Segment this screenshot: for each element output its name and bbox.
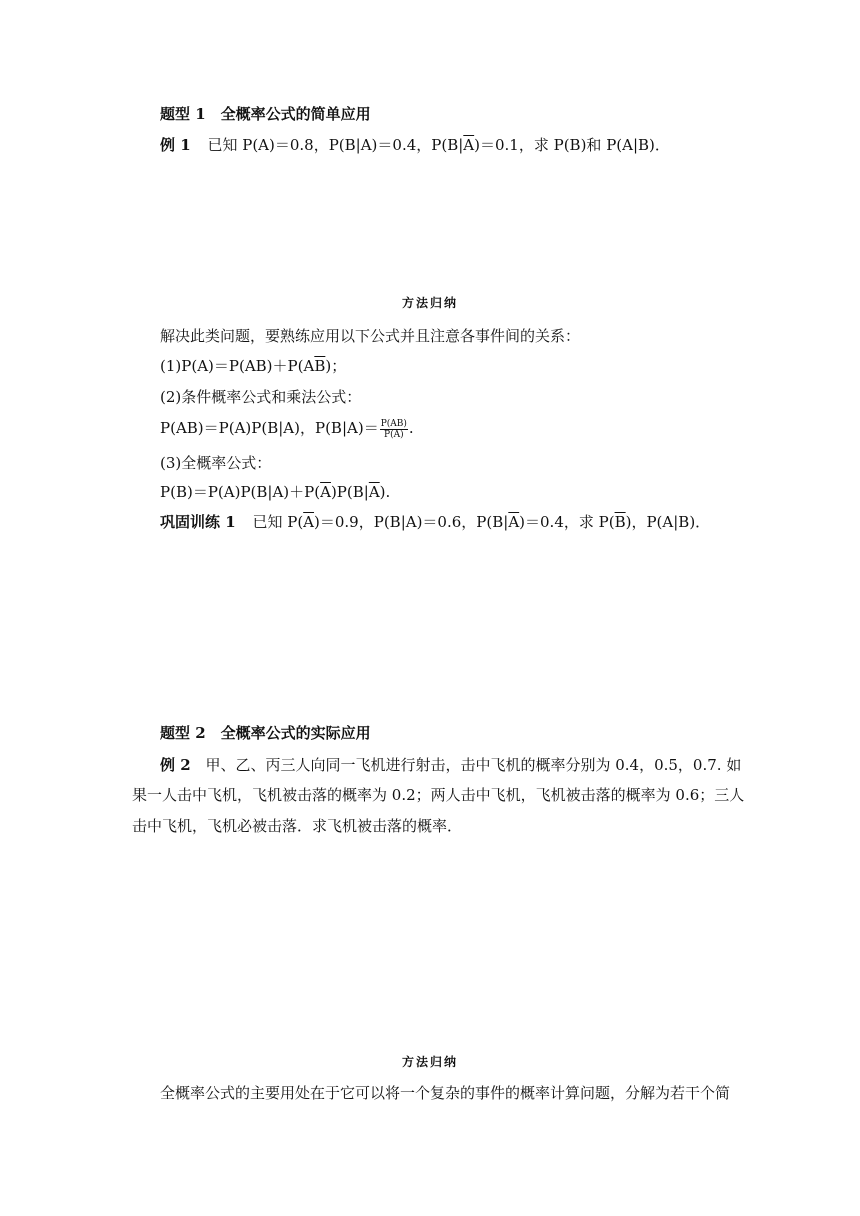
formula-3-mid: )P(B| — [330, 483, 369, 501]
method-2-text: 全概率公式的主要用处在于它可以将一个复杂的事件的概率计算问题，分解为若干个简 — [160, 1084, 731, 1102]
example-2-line-2: 果一人击中飞机，飞机被击落的概率为 0.2；两人击中飞机，飞机被击落的概率为 0.6；三人 — [132, 786, 745, 804]
practice-1-bar-2: $\overline{A}$ — [508, 513, 520, 531]
practice-1-part-3: )＝0.4，求 P( — [519, 513, 615, 531]
fraction — [380, 419, 408, 440]
practice-1-bar-1: $\overline{A}$ — [303, 513, 315, 531]
formula-3-bar-1: $\overline{A}$ — [320, 483, 331, 501]
example-1-label: 例 1 — [160, 136, 191, 154]
example-2-label: 例 2 — [160, 756, 191, 774]
formula-3-title: (3)全概率公式： — [160, 454, 272, 472]
practice-1-label: 巩固训练 1 — [160, 513, 236, 531]
formula-1-bar: $\overline{B}$ — [314, 357, 326, 375]
section-1-title: 题型 1 全概率公式的简单应用 — [160, 105, 371, 123]
formula-2-pre: P(AB)＝P(A)P(B|A)，P(B|A)＝ — [160, 419, 379, 437]
example-1-text-post: )＝0.1，求 P(B)和 P(A|B)． — [474, 136, 670, 154]
method-1-intro: 解决此类问题，要熟练应用以下公式并且注意各事件间的关系： — [160, 327, 581, 345]
formula-1-post: )； — [325, 357, 347, 375]
formula-3 — [160, 482, 390, 502]
practice-1 — [160, 512, 710, 532]
example-2-line-3: 击中飞机，飞机必被击落．求飞机被击落的概率． — [132, 817, 463, 835]
method-1-heading: 方法归纳 — [401, 296, 458, 310]
example-2-line-1 — [160, 755, 741, 775]
section-2-title: 题型 2 全概率公式的实际应用 — [160, 724, 371, 742]
fraction-denominator: P(A) — [384, 429, 404, 440]
fraction-numerator: P(AB) — [380, 418, 407, 429]
formula-1-pre: (1)P(A)＝P(AB)＋P(A — [160, 357, 315, 375]
example-2-text-1: 甲、乙、丙三人向同一飞机进行射击，击中飞机的概率分别为 0.4，0.5，0.7. 如 — [205, 756, 742, 774]
formula-3-post: ). — [379, 483, 391, 501]
practice-1-part-1: 已知 P( — [252, 513, 304, 531]
formula-2-title: (2)条件概率公式和乘法公式： — [160, 388, 362, 406]
formula-1 — [160, 356, 346, 376]
example-1 — [160, 135, 670, 155]
formula-3-bar-2: $\overline{A}$ — [368, 483, 380, 501]
formula-2-post: . — [408, 419, 414, 437]
practice-1-bar-3: $\overline{B}$ — [614, 513, 626, 531]
example-1-text-pre: 已知 P(A)＝0.8，P(B|A)＝0.4，P(B| — [207, 136, 464, 154]
practice-1-part-4: )，P(A|B)． — [625, 513, 711, 531]
method-2-heading: 方法归纳 — [401, 1055, 458, 1069]
example-1-bar: $\overline{A}$ — [463, 136, 475, 154]
formula-3-pre: P(B)＝P(A)P(B|A)＋P( — [160, 483, 321, 501]
formula-2 — [160, 418, 414, 440]
practice-1-part-2: )＝0.9，P(B|A)＝0.6，P(B| — [314, 513, 509, 531]
